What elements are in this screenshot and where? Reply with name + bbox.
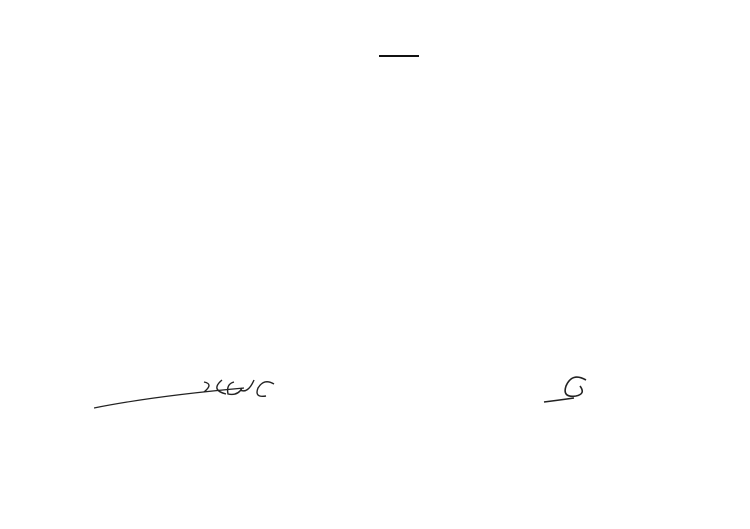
border-right	[723, 0, 750, 529]
department-head-signature	[540, 372, 600, 406]
title-underline	[379, 55, 419, 57]
border-left	[2, 0, 30, 529]
border-bottom	[0, 500, 750, 526]
announcement-body	[34, 22, 718, 492]
vice-dean-signature	[94, 374, 304, 420]
